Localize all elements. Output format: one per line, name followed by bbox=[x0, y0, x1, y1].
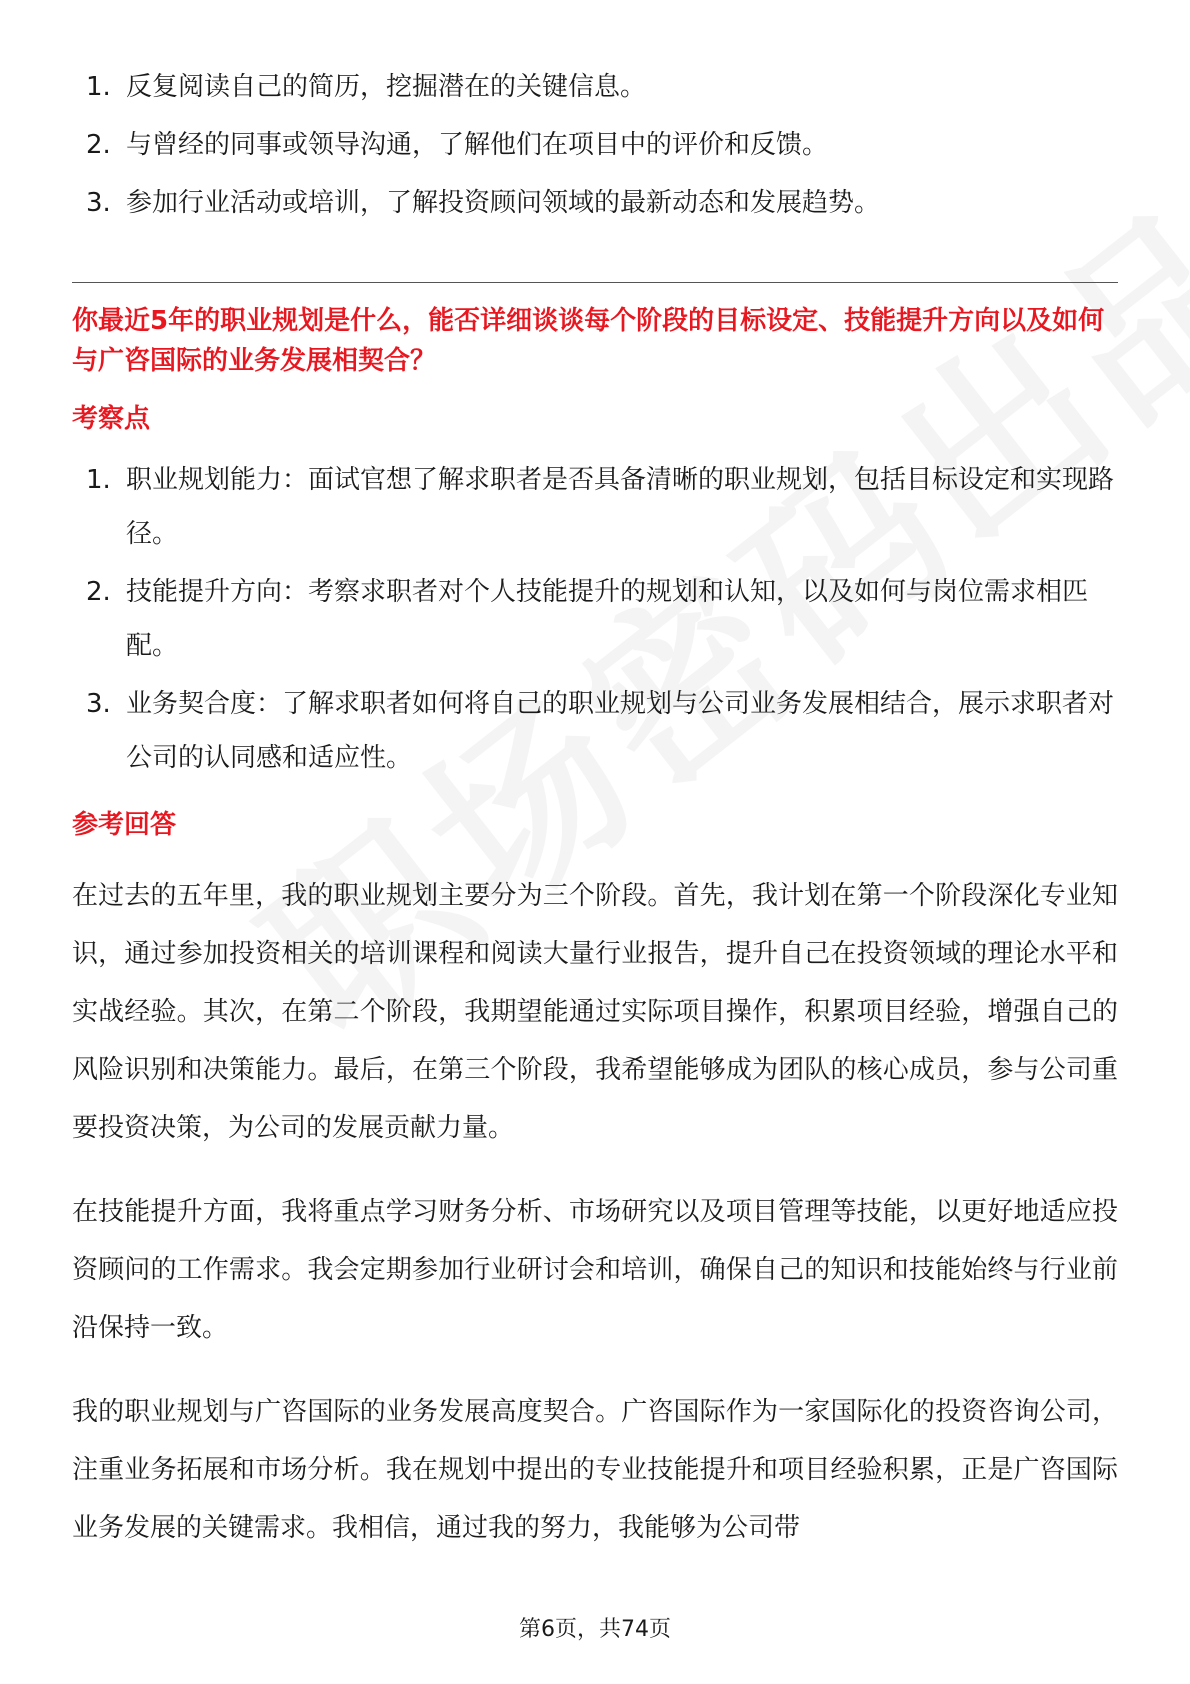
list-text: 与曾经的同事或领导沟通，了解他们在项目中的评价和反馈。 bbox=[126, 130, 829, 160]
answer-title: 参考回答 bbox=[72, 810, 177, 840]
exam-points-list bbox=[72, 453, 1118, 785]
list-number: 2. bbox=[86, 130, 111, 160]
list-item bbox=[72, 174, 1118, 232]
list-text: 参加行业活动或培训，了解投资顾问领域的最新动态和发展趋势。 bbox=[126, 188, 881, 218]
section-divider bbox=[72, 282, 1118, 283]
page-footer: 第6页，共74页 bbox=[519, 1617, 671, 1642]
document-page bbox=[72, 58, 1118, 1583]
list-text: 职业规划能力：面试官想了解求职者是否具备清晰的职业规划，包括目标设定和实现路径。 bbox=[126, 465, 1115, 549]
list-item bbox=[72, 677, 1118, 785]
list-text: 业务契合度：了解求职者如何将自己的职业规划与公司业务发展相结合，展示求职者对公司的认同感和适应性。 bbox=[126, 689, 1115, 773]
list-text: 技能提升方向：考察求职者对个人技能提升的规划和认知，以及如何与岗位需求相匹配。 bbox=[126, 577, 1089, 661]
answer-paragraph: 我的职业规划与广咨国际的业务发展高度契合。广咨国际作为一家国际化的投资咨询公司，注重业务拓展和市场分析。我在规划中提出的专业技能提升和项目经验积累，正是广咨国际业务发展的关键需求。我相信，通过我的努力，我能够为公司带 bbox=[72, 1397, 1118, 1543]
list-text: 反复阅读自己的简历，挖掘潜在的关键信息。 bbox=[126, 72, 647, 102]
answer-paragraph: 在技能提升方面，我将重点学习财务分析、市场研究以及项目管理等技能，以更好地适应投资顾问的工作需求。我会定期参加行业研讨会和培训，确保自己的知识和技能始终与行业前沿保持一致。 bbox=[72, 1197, 1118, 1343]
question-heading: 你最近5年的职业规划是什么，能否详细谈谈每个阶段的目标设定、技能提升方向以及如何与广咨国际的业务发展相契合？ bbox=[72, 306, 1105, 376]
list-number: 1. bbox=[86, 72, 111, 102]
list-number: 1. bbox=[86, 465, 111, 495]
exam-points-title: 考察点 bbox=[72, 404, 151, 434]
list-item bbox=[72, 565, 1118, 673]
list-number: 3. bbox=[86, 188, 111, 218]
answer-paragraph: 在过去的五年里，我的职业规划主要分为三个阶段。首先，我计划在第一个阶段深化专业知识，通过参加投资相关的培训课程和阅读大量行业报告，提升自己在投资领域的理论水平和实战经验。其次，在第二个阶段，我期望能通过实际项目操作，积累项目经验，增强自己的风险识别和决策能力。最后，在第三个阶段，我希望能够成为团队的核心成员，参与公司重要投资决策，为公司的发展贡献力量。 bbox=[72, 881, 1118, 1143]
tips-list bbox=[72, 58, 1118, 232]
list-item bbox=[72, 116, 1118, 174]
list-number: 2. bbox=[86, 577, 111, 607]
list-item bbox=[72, 453, 1118, 561]
list-number: 3. bbox=[86, 689, 111, 719]
list-item bbox=[72, 58, 1118, 116]
